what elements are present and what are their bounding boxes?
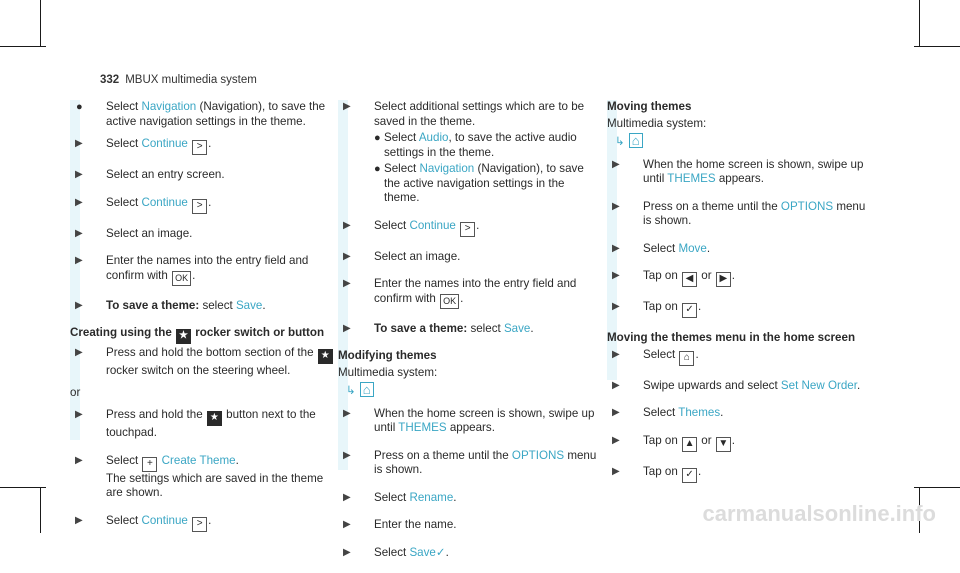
- audio-link[interactable]: Audio: [418, 131, 449, 144]
- list-item: ● Select Navigation (Navigation), to save the active navigation settings in the theme.: [76, 100, 326, 128]
- step-arrow-icon: ▶: [75, 169, 83, 180]
- step-arrow-icon: ▶: [75, 227, 83, 239]
- step: ▶ Select + Create Theme. The settings which are saved in the theme are shown.: [75, 453, 324, 499]
- save-link[interactable]: Save: [503, 321, 531, 335]
- step: ▶ Tap on ▲ or ▼ .: [607, 434, 872, 452]
- step: ▶ To save a theme: select Save.: [75, 298, 266, 312]
- column-1: [70, 100, 335, 545]
- step: ▶ Enter the names into the entry field and confirm with OK .: [338, 277, 603, 309]
- step-arrow-icon: ▶: [75, 299, 83, 311]
- arrow-right-icon: ▶: [716, 272, 731, 287]
- step: ▶ Select Continue > .: [70, 137, 335, 155]
- checkmark-icon: ✓: [435, 545, 446, 559]
- navigation-link[interactable]: Navigation: [141, 100, 197, 113]
- step-arrow-icon: ▶: [612, 407, 620, 418]
- section-heading: Creating using the ★ rocker switch or button: [70, 326, 335, 344]
- step: ▶ Press and hold the ★ button next to the touchpad.: [75, 408, 316, 439]
- chevron-right-icon: >: [192, 199, 207, 214]
- arrow-down-icon: ▼: [716, 437, 731, 452]
- ok-icon: OK: [440, 294, 459, 309]
- step: ▶ Select Themes.: [612, 406, 724, 419]
- options-link[interactable]: OPTIONS: [780, 199, 834, 213]
- star-icon: ★: [318, 349, 333, 364]
- navigation-link[interactable]: Navigation: [419, 162, 475, 175]
- column-2: [338, 100, 603, 573]
- step-arrow-icon: ▶: [343, 491, 351, 503]
- step: ▶ Select Continue > .: [70, 514, 335, 532]
- step-arrow-icon: ▶: [343, 219, 351, 231]
- step: ▶ Select Save✓.: [343, 545, 449, 559]
- rename-link[interactable]: Rename: [409, 490, 454, 504]
- chevron-right-icon: >: [192, 517, 207, 532]
- home-icon: ⌂: [360, 382, 374, 397]
- continue-link[interactable]: Continue: [141, 513, 188, 527]
- or-text: or: [70, 385, 81, 399]
- step: ▶ Press and hold the bottom section of the ★ rocker switch on the steering wheel.: [70, 346, 335, 379]
- star-icon: ★: [176, 329, 191, 344]
- step-arrow-icon: ▶: [343, 546, 351, 558]
- step: ▶ Select an image.: [75, 226, 193, 240]
- step-arrow-icon: ▶: [343, 101, 351, 112]
- step-arrow-icon: ▶: [75, 138, 83, 149]
- step: ▶ Tap on ◀ or ▶ .: [607, 269, 872, 287]
- themes-link[interactable]: THEMES: [398, 421, 447, 434]
- step-arrow-icon: ▶: [75, 347, 83, 358]
- page-number: 332: [100, 74, 120, 86]
- path-arrow-icon: ↳: [615, 135, 625, 148]
- step-arrow-icon: ▶: [612, 158, 620, 170]
- save-link[interactable]: Save: [235, 298, 263, 312]
- step: ▶ Press on a theme until the OPTIONS menu is shown.: [343, 448, 597, 476]
- step: ▶ Select Continue > .: [70, 196, 335, 214]
- crop-mark: [914, 487, 960, 488]
- home-icon: ⌂: [679, 351, 694, 366]
- step-arrow-icon: ▶: [75, 196, 83, 208]
- page-header: [100, 74, 257, 86]
- step: ▶ Enter the names into the entry field and confirm with OK .: [70, 254, 335, 286]
- section-heading: Moving the themes menu in the home screen: [607, 331, 856, 344]
- star-icon: ★: [207, 411, 222, 426]
- confirm-check-icon: ✓: [682, 303, 697, 318]
- path-label: Multimedia system:: [338, 365, 438, 379]
- step: ▶ Enter the name.: [343, 518, 457, 531]
- step: ▶ Tap on ✓ .: [607, 300, 872, 318]
- step: ▶ Select an image.: [343, 249, 461, 263]
- step: ▶ Tap on ✓ .: [607, 465, 872, 483]
- step-arrow-icon: ▶: [343, 278, 351, 289]
- step: ▶ To save a theme: select Save.: [343, 321, 534, 335]
- step: ▶ Select additional settings which are to be saved in the theme. ● Select Audio, to save the active audio settings in the theme. ● Select Navigation (Navigation), to save the active navigation settings in the theme.: [338, 100, 603, 206]
- step-arrow-icon: ▶: [612, 301, 620, 312]
- step-arrow-icon: ▶: [612, 465, 620, 477]
- list-item: ● Select Navigation (Navigation), to save the active navigation settings in the theme.: [374, 162, 584, 204]
- continue-link[interactable]: Continue: [141, 195, 188, 209]
- chevron-right-icon: >: [192, 140, 207, 155]
- step-arrow-icon: ▶: [343, 250, 351, 262]
- ok-icon: OK: [172, 271, 191, 286]
- path: [607, 133, 872, 150]
- continue-link[interactable]: Continue: [409, 218, 456, 232]
- step-arrow-icon: ▶: [612, 270, 620, 281]
- arrow-left-icon: ◀: [682, 272, 697, 287]
- step-arrow-icon: ▶: [612, 242, 620, 254]
- create-theme-link[interactable]: Create Theme: [158, 453, 236, 467]
- step-arrow-icon: ▶: [612, 200, 620, 212]
- path-arrow-icon: ↳: [346, 384, 356, 397]
- step-arrow-icon: ▶: [75, 454, 83, 466]
- section-heading: Modifying themes: [338, 349, 437, 362]
- step: ▶ Select Rename.: [343, 490, 457, 504]
- section-heading: Moving themes: [607, 100, 692, 113]
- step: ▶ Swipe upwards and select Set New Order.: [612, 378, 861, 392]
- step-arrow-icon: ▶: [343, 449, 351, 461]
- crop-mark: [0, 487, 46, 488]
- continue-link[interactable]: Continue: [141, 137, 188, 150]
- step: ▶ When the home screen is shown, swipe up until THEMES appears.: [343, 406, 595, 434]
- save-link[interactable]: Save: [409, 545, 436, 559]
- path-label: Multimedia system:: [607, 116, 707, 130]
- home-icon: ⌂: [629, 133, 643, 148]
- step-arrow-icon: ▶: [343, 519, 351, 530]
- step: ▶ Press on a theme until the OPTIONS menu is shown.: [612, 199, 866, 227]
- set-new-order-link[interactable]: Set New Order: [780, 378, 857, 392]
- step-arrow-icon: ▶: [75, 255, 83, 266]
- step-arrow-icon: ▶: [343, 407, 351, 419]
- step: ▶ When the home screen is shown, swipe up until THEMES appears.: [612, 157, 864, 185]
- column-3: [607, 100, 872, 496]
- crop-mark: [40, 487, 41, 533]
- crop-mark: [914, 46, 960, 47]
- step-arrow-icon: ▶: [612, 434, 620, 446]
- arrow-up-icon: ▲: [682, 437, 697, 452]
- step-arrow-icon: ▶: [612, 348, 620, 360]
- step: ▶ Select ⌂ .: [607, 348, 872, 366]
- step: ▶ Select Move.: [612, 241, 711, 255]
- options-link[interactable]: OPTIONS: [511, 448, 565, 462]
- chevron-right-icon: >: [460, 222, 475, 237]
- step: ▶ Select Continue > .: [338, 219, 603, 237]
- list-item: ● Select Audio, to save the active audio settings in the theme.: [374, 131, 577, 159]
- crop-mark: [919, 0, 920, 46]
- path: [338, 382, 603, 399]
- crop-mark: [40, 0, 41, 46]
- crop-mark: [0, 46, 46, 47]
- step-arrow-icon: ▶: [75, 409, 83, 420]
- watermark: carmanualsonline.info: [702, 501, 936, 526]
- page-title: MBUX multimedia system: [125, 74, 257, 86]
- step-arrow-icon: ▶: [75, 514, 83, 526]
- step: ▶ Select an entry screen.: [75, 168, 225, 181]
- plus-icon: +: [142, 457, 157, 472]
- move-link[interactable]: Move: [678, 241, 707, 255]
- themes-link[interactable]: THEMES: [667, 172, 716, 185]
- step-arrow-icon: ▶: [343, 322, 351, 334]
- step-arrow-icon: ▶: [612, 379, 620, 391]
- confirm-check-icon: ✓: [682, 468, 697, 483]
- themes-link[interactable]: Themes: [678, 406, 721, 419]
